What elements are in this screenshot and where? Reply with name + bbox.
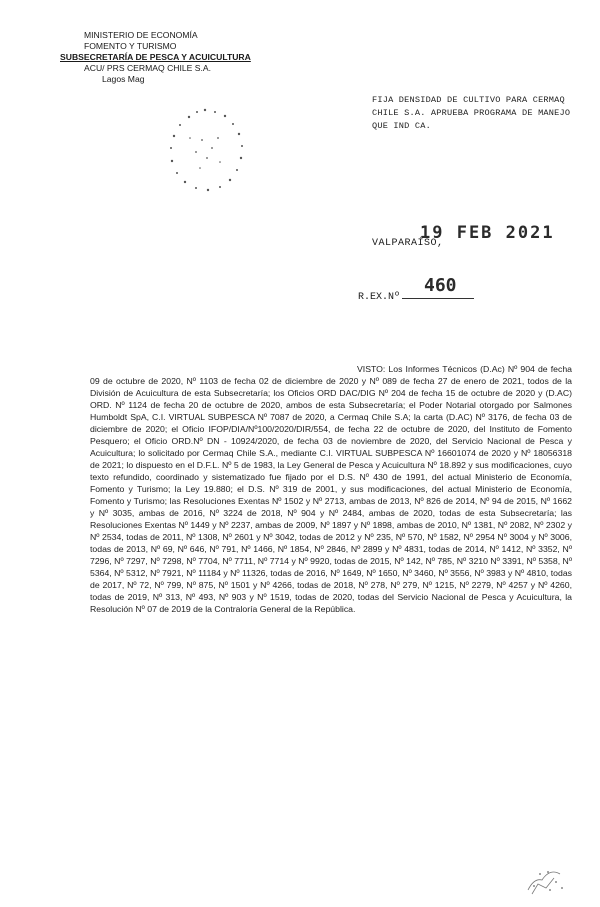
city-line: Lagos Mag — [102, 74, 145, 84]
reference-line: ACU/ PRS CERMAQ CHILE S.A. — [84, 63, 212, 73]
page-stamp-icon — [520, 860, 570, 900]
visto-paragraph — [90, 363, 572, 615]
letterhead — [60, 30, 280, 85]
ministry-line-2: FOMENTO Y TURISMO — [84, 41, 177, 51]
seal-icon — [160, 100, 250, 200]
place-date — [372, 223, 555, 250]
ministry-line: MINISTERIO DE ECONOMÍA — [84, 30, 198, 40]
rex-number-stamp: 460 — [424, 275, 457, 296]
resolution-number — [358, 275, 474, 303]
resolution-subject: FIJA DENSIDAD DE CULTIVO PARA CERMAQ CHILE S.A. APRUEBA PROGRAMA DE MANEJO QUE IND CA. — [372, 95, 571, 131]
place-label: VALPARAÍSO, — [372, 238, 444, 249]
date-stamp: 19 FEB 2021 — [420, 223, 555, 243]
rex-label: R.EX.Nº — [358, 292, 401, 303]
subsecretaria-line: SUBSECRETARÍA DE PESCA Y ACUICULTURA — [60, 52, 251, 62]
visto-text: VISTO: Los Informes Técnicos (D.Ac) Nº 904 de fecha 09 de octubre de 2020, Nº 1103 de fecha 02 de diciembre de 2020 y Nº 089 de fecha 27 de enero de 2021, todos de la División de Acuicultura de esta Subsecretaría; los Oficios ORD DAC/DIG Nº 204 de fecha 15 de octubre de 2020 y (D.AC) ORD. Nº 1124 de fecha 20 de octubre de 2020, ambos de esta Subsecretaría; el Poder Notarial otorgado por Salmones Humboldt SpA, C.I. VIRTUAL SUBPESCA Nº 7087 de 2020, a Cermaq Chile S.A; la carta (D.AC) Nº 3176, de fecha 03 de diciembre de 2020; el Oficio IFOP/DIA/Nº100/2020/DIR/554, de fecha 22 de octubre de 2020, del Instituto de Fomento Pesquero; el Oficio ORD.Nº DN - 10924/2020, de fecha 03 de noviembre de 2020, del Servicio Nacional de Pesca y Acuicultura; lo solicitado por Cermaq Chile S.A., mediante C.I. VIRTUAL SUBPESCA Nº 16601074 de 2020 y Nº 18056318 de 2021; lo dispuesto en el D.F.L. Nº 5 de 1983, la Ley General de Pesca y Acuicultura Nº 18.892 y sus modificaciones, cuyo texto refundido, coordinado y sistematizado fue fijado por el D.S. Nº 430 de 1991, del actual Ministerio de Economía, Fomento y Turismo; la Ley 19.880; el D.S. Nº 319 de 2001, y sus modificaciones, del actual Ministerio de Economía, Fomento y Turismo; las Resoluciones Exentas Nº 1502 y Nº 2713, ambas de 2013, Nº 826 de 2014, Nº 94 de 2015, Nº 1662 y Nº 3035, ambas de 2016, Nº 3224 de 2018, Nº 904 y Nº 2484, ambas de 2020, todas de esta Subsecretaría; las Resoluciones Exentas Nº 1449 y Nº 2237, ambas de 2009, Nº 1897 y Nº 1898, ambas de 2010, Nº 1381, Nº 2082, Nº 2302 y Nº 2534, todas de 2011, Nº 1308, Nº 2601 y Nº 3042, todas de 2012 y Nº 235, Nº 570, Nº 1582, Nº 2954 Nº 3004 y Nº 3006, todas de 2013, Nº 69, Nº 646, Nº 791, Nº 1466, Nº 1854, Nº 2846, Nº 2899 y Nº 4831, todas de 2014, Nº 1412, Nº 3352, Nº 7296, Nº 7297, Nº 7298, Nº 7704, Nº 7711, Nº 7714 y Nº 9920, todas de 2015, Nº 142, Nº 785, Nº 3210 Nº 3391, Nº 5358, Nº 5364, Nº 5312, Nº 7921, Nº 11184 y Nº 11326, todas de 2016, Nº 1649, Nº 1650, Nº 3460, Nº 3556, Nº 3983 y Nº 4810, todas de 2017, Nº 72, Nº 799, Nº 875, Nº 1501 y Nº 4266, todas de 2018, Nº 278, Nº 279, Nº 1215, Nº 2279, Nº 4257 y Nº 4260, todas de 2019, Nº 313, Nº 493, Nº 903 y Nº 1519, todas de 2020, todas del Servicio Nacional de Pesca y Acuicultura, la Resolución Nº 07 de 2019 de la Contraloría General de la República. — [90, 364, 572, 614]
